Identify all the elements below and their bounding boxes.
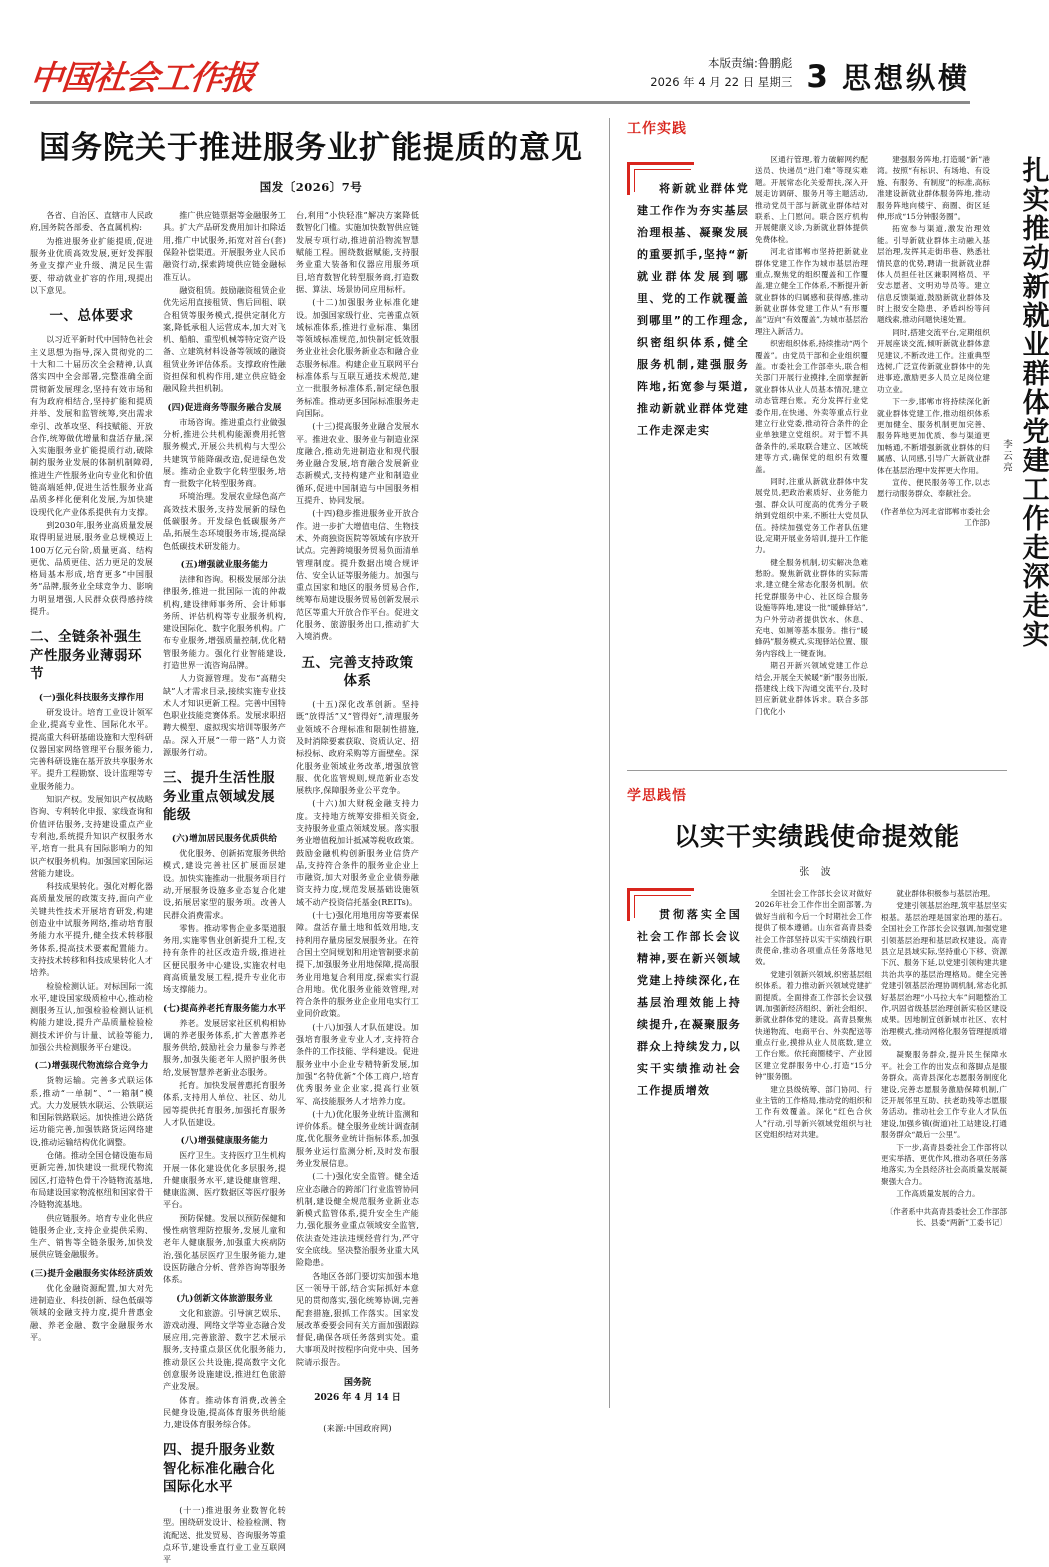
paragraph: 各省、自治区、直辖市人民政府,国务院各部委、各直属机构: — [30, 210, 153, 233]
paragraph: 优化金融资源配置,加大对先进制造业、科技创新、绿色低碳等领域的金融支持力度,提升普惠金融、养老金融、数字金融服务水平。 — [30, 1282, 153, 1342]
subsection-heading: (八)增强健康服务能力 — [180, 1136, 269, 1147]
paragraph: 知识产权。发展知识产权战略咨询、专利转化申报、家线查询和价值评估服务,支持建设重点产业专利池,系统提升知识产权服务水平,培育一批具有国际影响力的知识产权服务机构。加强国家国际运营能力建设。 — [30, 794, 153, 878]
date-line: 2026 年 4 月 22 日 星期三 — [650, 75, 793, 90]
newspaper-logo: 中国社会工作报 — [27, 58, 257, 97]
paragraph: 仓储。推动全国仓储设施布局更新完善,加快建设一批现代物流园区,打造特色骨干冷链物流基地,布局建设国家物流枢纽和国家骨干冷链物流基地。 — [30, 1150, 153, 1210]
article1-affiliation: (作者单位为河北省邯郸市委社会工作部) — [880, 506, 990, 528]
paragraph: 河北省邯郸市坚持把新就业群体党建工作作为城市基层治理重点,聚焦党的组织覆盖和工作覆盖,建立健全工作体系,不断提升新就业群体的归属感和获得感,推动新就业群体党建工作从“有形覆盖”迈向“有效覆盖”,为城市基层治理注入新活力。 — [755, 247, 868, 336]
document-source: (来源:中国政府网) — [323, 1422, 392, 1433]
paragraph: 体育。推动体育消费,改善全民健身设施,提高体育服务供给能力,建设体育服务综合体。 — [163, 1394, 286, 1430]
article1-headline: 扎实推动新就业群体党建工作走深走实 — [1017, 156, 1049, 649]
subsection-heading: (三)提升金融服务实体经济质效 — [30, 1268, 153, 1279]
article1-author: 李云亮 — [1001, 438, 1012, 474]
paragraph: 党建引领新兴领域,织密基层组织体系。着力推动新兴领域党建扩面提质。全面排查工作部长会议强调,加强新经济组织、新社会组织、新就业群体党的建设。高青县聚焦快递物流、电商平台、外卖配送等重点行业,摸排从业人员底数,建立工作台账。依托商圈楼宇、产业园区建立党群服务中心,打造“15分钟”服务圈。 — [755, 969, 872, 1082]
paragraph: 党建引领基层治理,筑牢基层坚实根基。基层治理是国家治理的基石。全国社会工作部长会议强调,加强党建引领基层治理和基层政权建设。高青县立足县域实际,坚持重心下移、资源下沉、服务下延,以党建引领构建共建共治共享的基层治理格局。健全完善党建引领基层治理协调机制,常态化抓好基层治理“小马拉大车”问题整治工作,巩固省级基层治理创新实验区建设成果。因地制宜创新城市社区、农村治理模式,推动网格化服务管理提质增效。 — [881, 901, 1007, 1048]
paragraph: 为推进服务业扩能提质,促进服务业优质高效发展,更好发挥服务业支撑产业升级、满足民生需要、带动就业扩容的作用,现提出以下意见。 — [30, 235, 153, 295]
paragraph: 法律和咨询。积极发展部分法律服务,推进一批国际一流的仲裁机构,建设律师事务所、会计师事务所、评估机构等专业服务机构,建设国际化、数字化服务机构。广布专业服务,增强质量控制,优化精管服务能力。强化行业智能建设,打造世界一流咨询品牌。 — [163, 573, 286, 670]
paragraph: 下一步,邯郸市将持续深化新就业群体党建工作,推动组织体系更加健全、服务机制更加完善、服务阵地更加优质、参与渠道更加畅通,不断增强新就业群体的归属感、认同感,引导广大新就业群体在基层治理中发挥更大作用。 — [877, 397, 990, 475]
article2-affiliation: 〔作者系中共高青县委社会工作部部长、县委“两新”工委书记〕 — [885, 1206, 1007, 1227]
paragraph: 凝聚服务群众,提升民生保障水平。社会工作的出发点和落脚点是服务群众。高青县深化志愿服务制度化建设,完善志愿服务激励保障机制,广泛开展邻里互助、扶老助残等志愿服务活动。推动社会工作专业人才队伍建设,加强乡镇(街道)社工站建设,打通服务群众“最后一公里”。 — [881, 1050, 1007, 1140]
article-separator — [627, 770, 1007, 771]
document-headline: 国务院关于推进服务业扩能提质的意见 — [39, 130, 583, 166]
paragraph: 同时,搭建交流平台,定期组织开展座谈交流,倾听新就业群体意见建议,不断改进工作。注重典型选树,广泛宣传新就业群体中的先进事迹,激励更多人员立足岗位建功立业。 — [877, 327, 990, 394]
article1-pullquote — [627, 162, 755, 442]
paragraph: 宣传、便民服务等工作,以志愿行动服务群众、奉献社会。 — [877, 477, 990, 499]
document-column-1 — [30, 209, 163, 1566]
page-number: 3 — [806, 58, 828, 95]
subsection-heading: (六)增加居民服务优质供给 — [171, 834, 278, 845]
article1 — [627, 148, 1049, 756]
document-column-4 — [429, 209, 562, 1566]
editor-line: 本版责编:鲁鹏彪 — [708, 56, 793, 71]
section-name: 思想纵横 — [841, 60, 970, 95]
article1-column-2 — [877, 148, 999, 756]
paragraph: 区通行管理,着力破解网约配送员、快递员“进门难”等现实难题。开展常态化关爱帮扶,深入开展走访调研、服务月等主题活动,推动党员干部与新就业群体结对联系、上门慰问。联合医疗机构开展健康义诊,为新就业群体提供免费体检。 — [755, 155, 868, 244]
paragraph: 市场咨询。推进重点行业做强分析,推进公共机构能源费用托管服务模式,开展公共机构与大型公共建筑节能降碳改造,促进绿色发展。推动企业数字化转型服务,培育一批数字化转型服务商。 — [163, 416, 286, 489]
body-grid — [30, 118, 1049, 1565]
article2-body — [627, 888, 1007, 1228]
subsection-heading: (七)提高养老托育服务能力水平 — [163, 1003, 286, 1014]
paragraph: 养老。发展居家社区机构相协调的养老服务体系,扩大普惠养老服务供给,鼓励社会力量参与养老服务,加强失能老年人照护服务供给,发展智慧养老新业态服务。 — [163, 1017, 286, 1077]
document-number: 国发〔2026〕7号 — [259, 180, 363, 195]
paragraph: 人力资源管理。发布“高精尖缺”人才需求目录,接续实施专业技术人才知识更新工程。完善中国特色职业技能竞赛体系。发展求职招聘大模型、虚拟现实培训等服务产品。深入开展“一带一路”人力资源服务行动。 — [163, 673, 286, 758]
article2-pullquote — [627, 888, 747, 1102]
masthead — [27, 0, 970, 97]
paragraph: 零售。推动零售企业多渠道服务用,实施零售业创新提升工程,支持有条件的社区改造升级,推进社区便民服务中心建设,实施农村电商高质量发展工程,提升专业化市场支撑能力。 — [163, 922, 286, 995]
paragraph: 文化和旅游。引导演艺娱乐、游戏动漫、网络文学等业态融合发展应用,完善旅游、数字艺术展示服务,支持重点景区优化服务能力,推动景区公共设施,提高数字文化创意服务设施建设,推进红色旅游产业发展。 — [163, 1307, 286, 1392]
paragraph: 环境治理。发展农业绿色高产高效技术服务,支持发展新的绿色低碳服务。开发绿色低碳服务产品,拓展生态环境服务市场,提高绿色低碳技术研发能力。 — [163, 491, 286, 551]
paragraph: 下一步,高青县委社会工作部将以更实举措、更优作风,推动各项任务落地落实,为全县经济社会高质量发展凝聚强大合力。 — [881, 1142, 1007, 1186]
paragraph: 预防保健。发展以预防保健和慢性病管理防控服务,发展儿童和老年人健康服务,加强重大疾病防治,强化基层医疗卫生服务能力,建设医防融合分析、营养咨询等服务体系。 — [163, 1212, 286, 1285]
article1-column-1 — [755, 148, 877, 756]
subsection-heading: (九)创新文体旅游服务业 — [176, 1293, 273, 1304]
paragraph: 全国社会工作部长会议对做好2026年社会工作作出全面部署,为做好当前和今后一个时期社会工作提供了根本遵循。山东省高青县委社会工作部坚持以实干实绩践行职责使命,推动各项重点任务落地见效。 — [755, 889, 872, 967]
paragraph: 医疗卫生。支持医疗卫生机构开展一体化建设优化多层服务,提升健康服务水平,建设健康管理、健康监测、医疗数据区等医疗服务平台。 — [163, 1150, 286, 1210]
section-heading: 一、总体要求 — [49, 308, 134, 325]
paragraph: (二十)强化安全监管。健全适应业态融合的跨部门行业监管协同机制,建设健全规范服务业新业态新模式监管体系,提升安全生产能力,强化服务业重点领域安全监管,依法查处违法违规经营行为,严守安全底线。坚决整治服务业重大风险隐患。 — [296, 1171, 419, 1268]
column-divider — [609, 118, 610, 1408]
article2-column-1 — [755, 888, 881, 1228]
paragraph: 各地区各部门要切实加强本地区一领导干部,结合实际抓好本意见的贯彻落实,强化统筹协调,完善配套措施,狠抓工作落实。国家发展改革委要会同有关方面加强跟踪督促,确保各项任务落到实处。重大事项及时按程序向党中央、国务院请示报告。 — [296, 1270, 419, 1367]
paragraph: 织密组织体系,持续推动“两个覆盖”。由党员干部和企业组织覆盖。市委社会工作部牵头,联合相关部门开展行业摸排,全面掌握新就业群体从业人员基本情况,建立动态管理台账。充分发挥行业党委作用,在快递、外卖等重点行业建立行业党委,推动符合条件的企业单独建立党组织。对于暂不具备条件的,采取联合建立、区域统建等方式,确保党的组织有效覆盖。 — [755, 339, 868, 474]
section-heading: 三、提升生活性服务业重点领域发展能级 — [163, 770, 275, 823]
paragraph: 健全服务机制,切实解决急难愁盼。聚焦新就业群体的实际需求,建立健全常态化服务机制。依托党群服务中心、社区综合服务设施等阵地,建设一批“暖蜂驿站”,为户外劳动者提供饮水、休息、充电、如厕等基本服务。推行“暖蜂码”服务模式,实现驿站位置、服务内容线上一键查询。 — [755, 557, 868, 658]
subsection-heading: (一)强化科技服务支撑作用 — [38, 692, 145, 703]
paragraph: 检验检测认证。对标国际一流水平,建设国家级质检中心,推动检测服务互认,加强检验检测认证机构能力建设,提升产品质量检验检测技术评价与计量、试验等能力,加强公共检测服务平台建设。 — [30, 980, 153, 1052]
paragraph: (十六)加大财税金融支持力度。支持地方统筹安排相关资金,支持服务业重点领域发展。落实服务业增值税加计抵减等税收政策。鼓励金融机构创新服务业信贷产品,支持符合条件的服务业企业上市融资,加大对服务业企业债券融资支持力度,规范发展基础设施领域不动产投资信托基金(REITs)。 — [296, 798, 419, 907]
article2-kicker: 学思践悟 — [627, 788, 687, 804]
paragraph: 期召开新兴领域党建工作总结会,开展全天候暖“新”服务出版,搭建线上线下沟通交流平台,及时回应新就业群体诉求。联合多部门优化小 — [755, 661, 868, 716]
article1-title-wrap — [999, 148, 1047, 756]
section-heading: 四、提升服务业数智化标准化融合化国际化水平 — [163, 1442, 275, 1495]
document-signature-date: 2026 年 4 月 14 日 — [314, 1393, 401, 1404]
article2-author: 张 波 — [799, 867, 835, 878]
paragraph: 托育。加快发展普惠托育服务体系,支持用人单位、社区、幼儿园等提供托育服务,加强托育服务人才队伍建设。 — [163, 1080, 286, 1127]
paragraph: 研发设计。培育工业设计领军企业,提高专业性、国际化水平。提高重大科研基础设施和大型科研仪器国家网络管理平台服务能力,完善科研设施在基开放共享服务水平。提升工程勘察、设计监理等专业服务能力。 — [30, 706, 153, 791]
document-article — [30, 118, 592, 1565]
paragraph: 优化服务、创新拓宽服务供给模式,建设完善社区扩展面层建设。加快实施推动一批服务项目行动,开展服务设施多业态复合化建设,拓展居家型的服务项。改善人民群众消费需求。 — [163, 848, 286, 920]
subsection-heading: (二)增强现代物流综合竞争力 — [34, 1061, 149, 1072]
article1-kicker: 工作实践 — [627, 121, 687, 137]
opinion-articles — [627, 118, 1049, 1408]
paragraph: (十四)稳步推进服务业开放合作。进一步扩大增值电信、生物技术、外商独资医院等领域有序放开试点。完善跨境服务贸易负面清单管理制度。提升数据出境合规评估、安全认证等服务能力。加强与重点国家和地区的服务贸易合作,统筹布局建设服务贸易创新发展示范区等重大开放合作平台。促进文化服务、旅游服务出口,推动扩大入境消费。 — [296, 508, 419, 642]
paragraph: (十八)加强人才队伍建设。加强培育服务业专业人才,支持符合条件的工作技能、学科建设。促进服务业中小企业专精特新发展,加加强“名特优新”个体工商户,培育优秀服务业企业家,提高行业领军、高技能服务人才培养力度。 — [296, 1021, 419, 1106]
article1-quote-column — [627, 148, 755, 756]
subsection-heading: (四)促进商务等服务融合发展 — [167, 402, 282, 413]
paragraph: 工作高质量发展的合力。 — [896, 1189, 980, 1199]
section-heading: 二、全链条补强生产性服务业薄弱环节 — [30, 629, 142, 682]
article2-column-2 — [881, 888, 1007, 1228]
paragraph: (十一)推进服务业数智化转型。围绕研发设计、检验检测、物流配送、批发贸易、咨询服务等重点环节,建设垂直行业工业互联网平 — [163, 1505, 286, 1565]
paragraph: (十二)加强服务业标准化建设。加强国家级行业、完善重点领域标准体系,推进行业标准、集团等领域标准规范,加快制定低效服务业业社会化服务新业态和融合业态服务标准。构建企业互联网平台标准体系与互联互通技术规范,建立一批服务标准体系,制定绿色服务标准。推动更多国际标准服务走向国际。 — [296, 297, 419, 418]
paragraph: 建立县级统筹、部门协同、行业主管的工作格局,推动党的组织和工作有效覆盖。深化“红色合伙人”行动,引导新兴领域党组织与社区党组织结对共建。 — [755, 1084, 872, 1140]
article1-quote-text: 将新就业群体党建工作作为夯实基层治理根基、凝聚发展的重要抓手,坚持“新就业群体发展到哪里、党的工作就覆盖到哪里”的工作理念,织密组织体系,健全服务机制,建强服务阵地,拓宽参与渠道,推动新就业群体党建工作走深走实 — [637, 182, 749, 437]
paragraph: 同时,注重从新就业群体中发展党员,把政治素质好、业务能力强、群众认可度高的优秀分子吸纳到党组织中来,不断壮大党员队伍。持续加强党务工作者队伍建设,定期开展业务培训,提升工作能力。 — [755, 476, 868, 555]
paragraph: 台,利用“小快轻准”解决方案降低数智化门槛。实施加快数智供应链发展专项行动,推进前沿物流智慧赋能工程。围绕数据赋能,支持服务业重大装备和仪器应用服务项目,培育数智化转型服务商,打造数据、算法、场景协同应用标杆。 — [296, 210, 419, 294]
paragraph: 推广供应链票据等金融服务工具。扩大产品研发费用加计扣除适用,推广中试服务,拓宽对首台(套)保险补偿渠道。开展服务业人民币融资行动,探索跨境供应链金融标准互认。 — [163, 210, 286, 282]
document-columns — [30, 209, 592, 1566]
paragraph: (十三)提高服务业融合发展水平。推进农业、服务业与制造业深度融合,推动先进制造业和现代服务业融合发展,培育融合发展新业态新模式,支持构建产业和制造业循环,促进中国制造与中国服务相互提升、协同发展。 — [296, 421, 419, 506]
paragraph: (十五)深化改革创新。坚持既“放得活”又“管得好”,清理服务业领域不合理标准和限制性措施,及时消除要素获取、资质认定、招标投标、政府采购等方面壁垒。深化服务业领域业务改革,增强放管服、优化监管规则,规范新业态发展秩序,保障服务业公平竞争。 — [296, 699, 419, 796]
section-heading: 五、完善支持政策体系 — [301, 654, 414, 689]
paragraph: (十九)优化服务业统计监测和评价体系。健全服务业统计调查制度,优化服务业统计指标体系,加强服务业运行监测分析,及时发布服务业发展信息。 — [296, 1108, 419, 1168]
paragraph: 建强服务阵地,打造暖“新”港湾。按照“有标识、有场地、有设施、有服务、有制度”的标准,高标准建设新就业群体服务阵地,推动服务阵地向楼宇、商圈、街区延伸,形成“15分钟服务圈”。 — [877, 155, 990, 221]
paragraph: 以习近平新时代中国特色社会主义思想为指导,深入贯彻党的二十大和二十届历次全会精神,认真落实四中全会部署,完整准确全面贯彻新发展理念,坚持有效市场和有为政府相结合,坚持扩能和提质并举、发展和监管统筹,突出需求牵引、改革攻坚、科技赋能、开放合作,统筹做优增量和盘活存量,深入实施服务业扩能提质行动,破除制约服务业发展的体制机制障碍,推进生产性服务业向专业化和价值链高端延伸,促进生活性服务业高品质多样化便利化发展,为加快建设现代化产业体系提供有力支撑。 — [30, 334, 153, 517]
article2-quote-column — [627, 888, 755, 1228]
paragraph: 科技成果转化。强化对孵化器高质量发展的政策支持,面向产业关键共性技术开展培育研发,构建创造业中试服务网络,推动培育服务能力水平提升,健全技术转移服务体系,提高技术要素配置能力。支持技术转移和科技成果转化人才培养。 — [30, 881, 153, 978]
masthead-right — [650, 54, 970, 94]
masthead-meta — [650, 54, 792, 92]
paragraph: 拓宽参与渠道,激发治理效能。引导新就业群体主动融入基层治理,发挥其走街串巷、熟悉社情民意的优势,聘请一批新就业群体人员担任社区兼职网格员、平安志愿者、文明劝导员等。建立信息反馈渠道,鼓励新就业群体及时上报安全隐患、矛盾纠纷等问题线索,推动问题快速处置。 — [877, 224, 990, 325]
paragraph: 融资租赁。鼓励融资租赁企业优先运用直接租赁、售后回租、联合租赁等服务模式,提供定制化方案,降低承租人运营成本,加大对飞机、船舶、重型机械等特定资产设备、立建筑材料设备等领域的融资租赁业务评估体系。支撑政府性融资担保和机构作用,建立供应链金融风险共担机制。 — [163, 284, 286, 394]
document-column-3 — [296, 209, 429, 1566]
paragraph: 货物运输。完善多式联运体系,推动“一单制”、“一箱制”模式。大力发展铁水联运、公铁联运和国际铁路联运。加快推进公路货运功能完善,加强铁路货运网络建设,推动运输结构优化调整。 — [30, 1075, 153, 1147]
document-signature-org: 国务院 — [343, 1378, 371, 1389]
paragraph: 到2030年,服务业高质量发展取得明显进展,服务业总规模迈上100万亿元台阶,质量更高、结构更优、品质更佳、活力更足的发展格局基本形成,培育更多“中国服务”品牌,服务业全球竞争力、影响力明显增强,人民群众获得感持续提升。 — [30, 519, 153, 617]
subsection-heading: (五)增强就业服务能力 — [180, 559, 269, 570]
document-column-2 — [163, 209, 296, 1566]
paragraph: (十七)强化用地用房等要素保障。盘活存量土地和低效用地,支持利用存量房屋发展服务业。在符合国土空间规划和用途管制要求前提下,加强服务业用地保障,提高服务业用地复合利用度,探索实行混合用地。优化服务业能效管理,对符合条件的服务业企业用电实行工业同价政策。 — [296, 910, 419, 1019]
paragraph: 就业群体积极参与基层治理。 — [896, 889, 995, 898]
paragraph: 供应链服务。培育专业化供应链服务企业,支持企业提供采购、生产、销售等全链条服务,加快发展供应链金融服务。 — [30, 1212, 153, 1260]
article2-headline: 以实干实绩践使命提效能 — [673, 822, 960, 851]
masthead-rule — [30, 101, 970, 104]
article2-quote-text: 贯彻落实全国社会工作部长会议精神,要在新兴领域党建上持续深化,在基层治理效能上持续提升,在凝聚服务群众上持续发力,以实干实绩推动社会工作提质增效 — [637, 908, 741, 1097]
